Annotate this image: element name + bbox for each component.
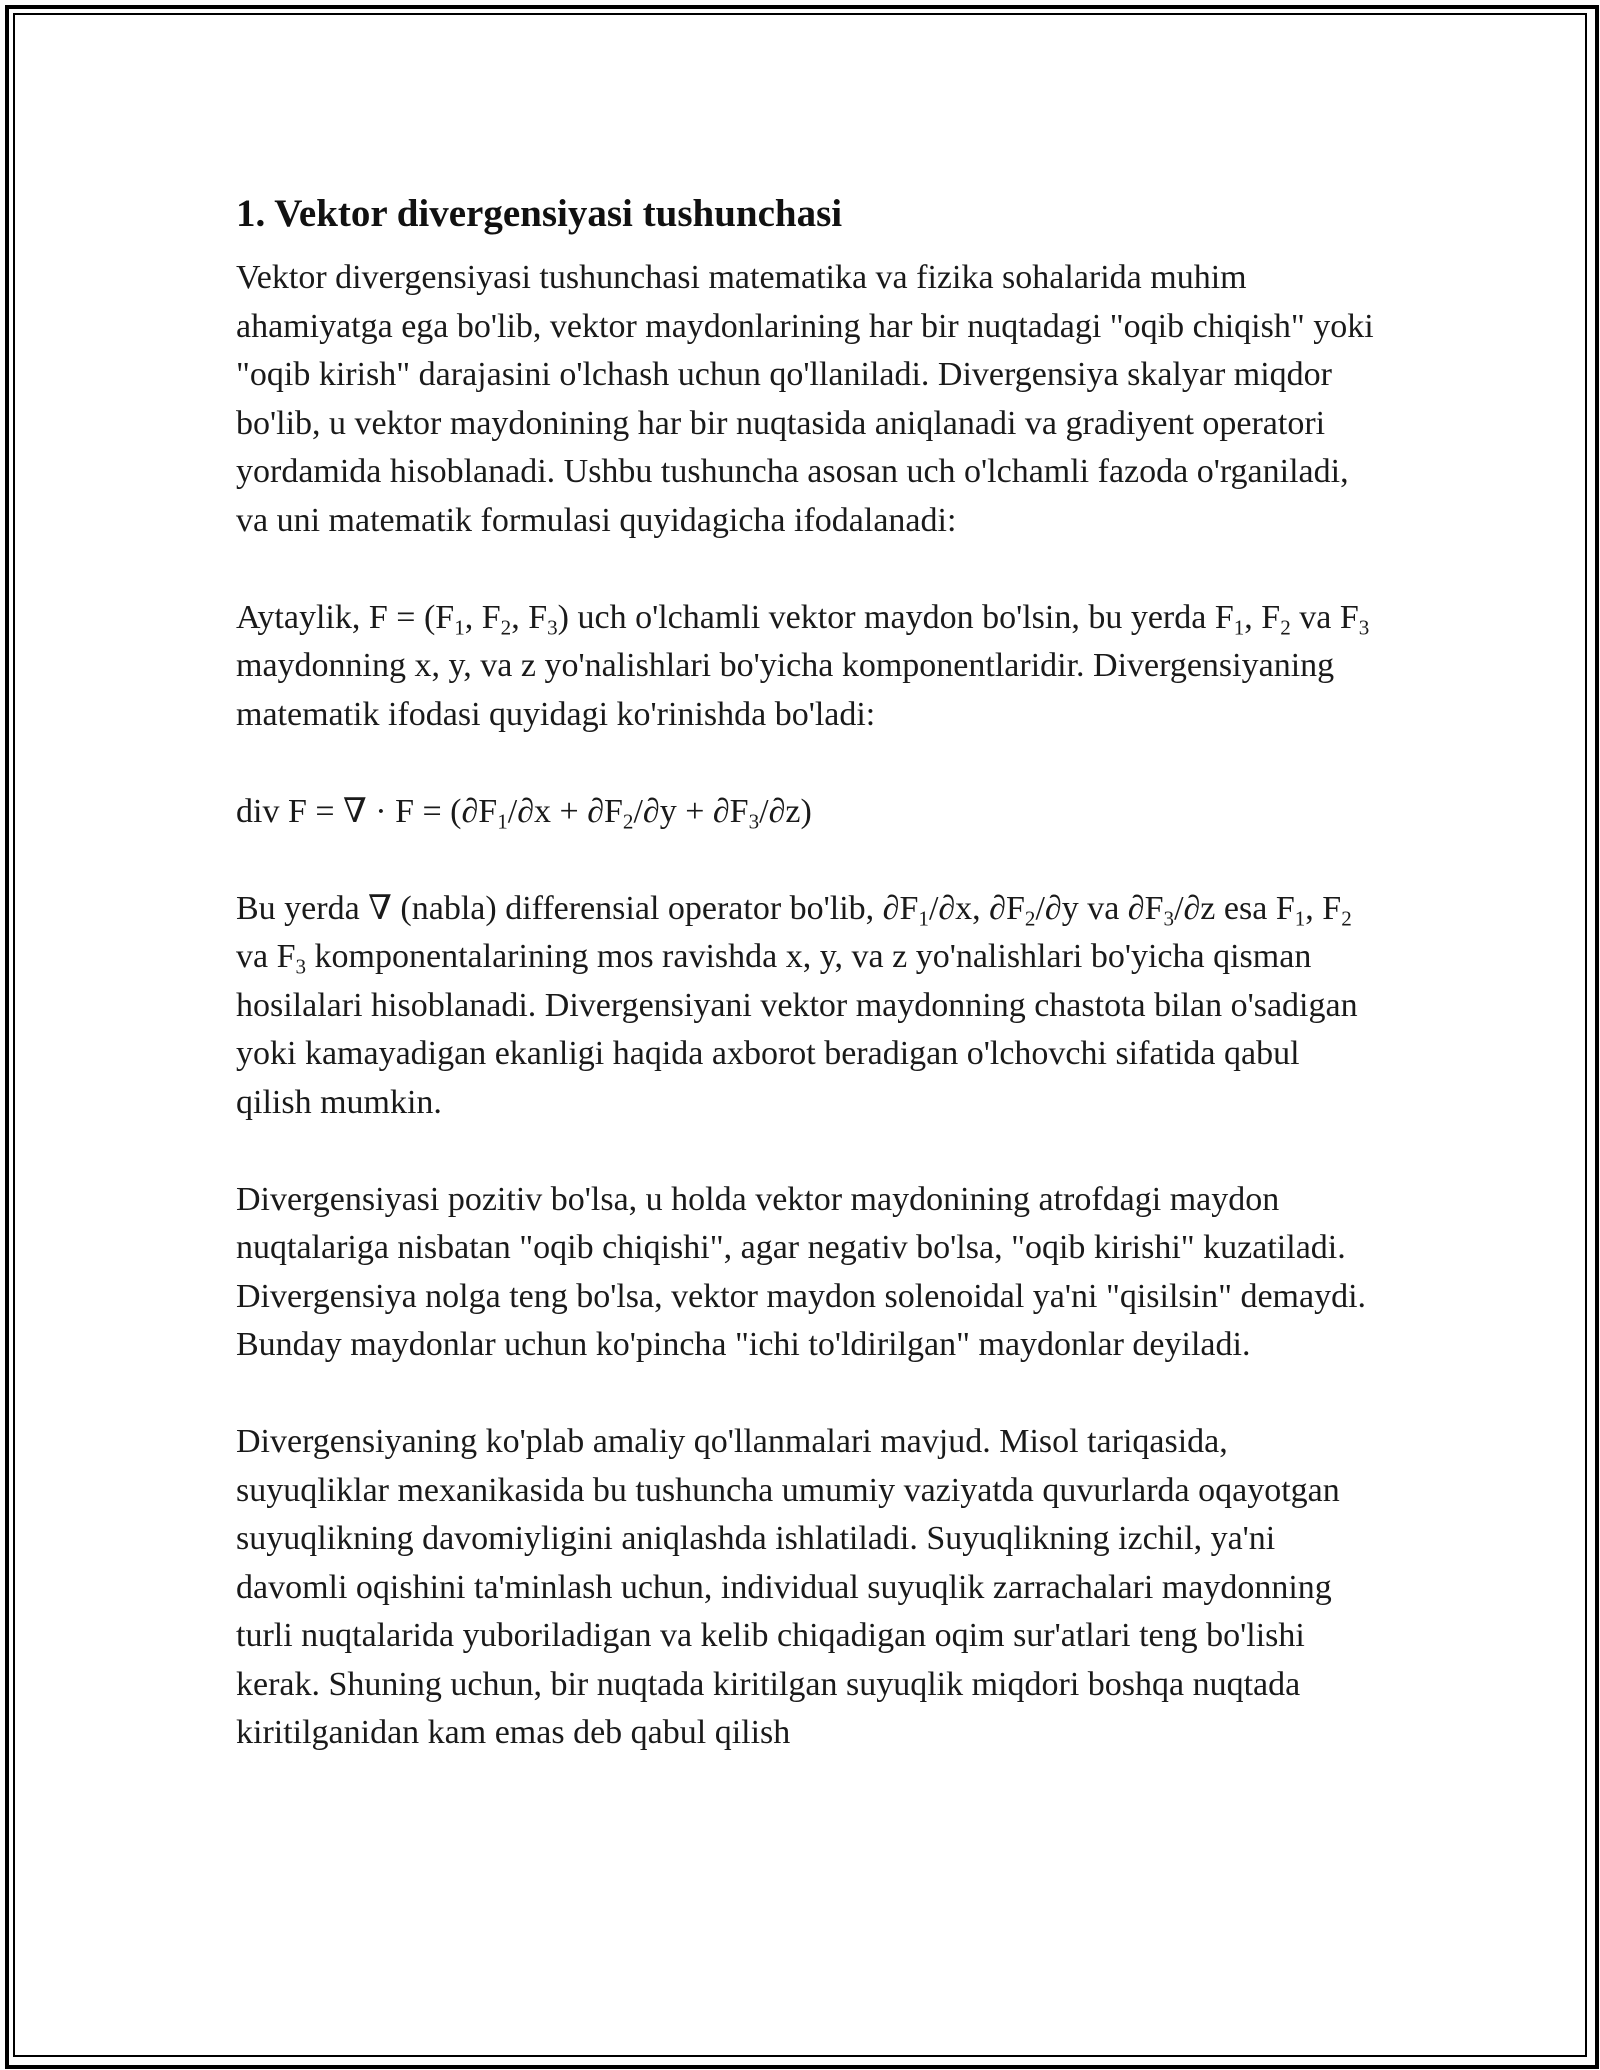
text-span: maydonning x, y, va z yo'nalishlari bo'yicha komponentlaridir. Divergensiyaning matematik ifodasi quyidagi ko'rinishda bo'ladi:: [236, 647, 1335, 733]
paragraph-nabla: [236, 885, 1376, 1128]
text-span: div F = ∇ · F = (∂F: [236, 792, 498, 830]
subscript: 3: [547, 615, 558, 640]
subscript: 2: [1280, 615, 1291, 640]
text-span: /∂x, ∂F: [928, 889, 1025, 927]
subscript: 3: [1163, 906, 1175, 931]
subscript: 2: [1341, 906, 1352, 931]
text-span: /∂z): [759, 792, 812, 830]
paragraph-intro: Vektor divergensiyasi tushunchasi matematika va fizika sohalarida muhim ahamiyatga ega bo'lib, vektor maydonlarining har bir nuqtadagi "oqib chiqish" yoki "oqib kirish" darajasini o'lchash uchun qo'llaniladi. Divergensiya skalyar miqdor bo'lib, u vektor maydonining har bir nuqtasida aniqlanadi va gradiyent operatori yordamida hisoblanadi. Ushbu tushuncha asosan uch o'lchamli fazoda o'rganiladi, va uni matematik formulasi quyidagicha ifodalanadi:: [236, 259, 1374, 539]
text-span: ) uch o'lchamli vektor maydon bo'lsin, bu yerda F: [557, 598, 1234, 636]
subscript: 1: [1294, 906, 1306, 931]
paragraph-applications: Divergensiyaning ko'plab amaliy qo'llanmalari mavjud. Misol tariqasida, suyuqliklar mexanikasida bu tushuncha umumiy vaziyatda quvurlarda oqayotgan suyuqlikning davomiyligini aniqlashda ishlatiladi. Suyuqlikning izchil, ya'ni davomli oqishini ta'minlash uchun, individual suyuqlik zarrachalari maydonning turli nuqtalarida yuboriladigan va kelib chiqadigan oqim sur'atlari teng bo'lishi kerak. Shuning uchun, bir nuqtada kiritilgan suyuqlik miqdori boshqa nuqtada kiritilganidan kam emas deb qabul qilish: [236, 1423, 1340, 1751]
text-span: , F: [1244, 598, 1281, 636]
paragraph-definition: [236, 594, 1376, 740]
section-heading: 1. Vektor divergensiyasi tushunchasi: [236, 192, 843, 235]
divergence-formula: [236, 788, 1376, 837]
subscript: 2: [1024, 906, 1036, 931]
subscript: 2: [500, 615, 512, 640]
text-span: /∂y va ∂F: [1035, 889, 1164, 927]
text-span: Bu yerda ∇ (nabla) differensial operator bo'lib, ∂F: [236, 889, 919, 927]
text-span: va F: [236, 938, 296, 975]
text-span: Aytaylik, F = (F: [236, 598, 455, 636]
subscript: 1: [497, 809, 508, 834]
subscript: 3: [1358, 615, 1370, 640]
subscript: 1: [1233, 615, 1245, 640]
subscript: 2: [622, 809, 634, 834]
document-body: [236, 186, 1376, 1806]
subscript: 1: [918, 906, 929, 931]
subscript: 3: [295, 954, 307, 979]
text-span: /∂z esa F: [1174, 889, 1295, 927]
text-span: , F: [511, 598, 548, 636]
paragraph-sign: Divergensiyasi pozitiv bo'lsa, u holda vektor maydonining atrofdagi maydon nuqtalariga nisbatan "oqib chiqishi", agar negativ bo'lsa, "oqib kirishi" kuzatiladi. Divergensiya nolga teng bo'lsa, vektor maydon solenoidal ya'ni "qisilsin" demaydi. Bunday maydonlar uchun ko'pincha "ichi to'ldirilgan" maydonlar deyiladi.: [236, 1180, 1367, 1363]
text-span: , F: [1305, 889, 1342, 927]
text-span: va F: [1290, 598, 1359, 636]
subscript: 1: [454, 615, 465, 640]
text-span: komponentalarining mos ravishda x, y, va z yo'nalishlari bo'yicha qisman hosilalari hisoblanadi. Divergensiyani vektor maydonning chastota bilan o'sadigan yoki kamayadigan ekanligi haqida axborot beradigan o'lchovchi sifatida qabul qilish mumkin.: [236, 938, 1358, 1121]
text-span: , F: [464, 598, 501, 636]
text-span: /∂y + ∂F: [633, 792, 749, 830]
subscript: 3: [748, 809, 760, 834]
text-span: /∂x + ∂F: [507, 792, 623, 830]
